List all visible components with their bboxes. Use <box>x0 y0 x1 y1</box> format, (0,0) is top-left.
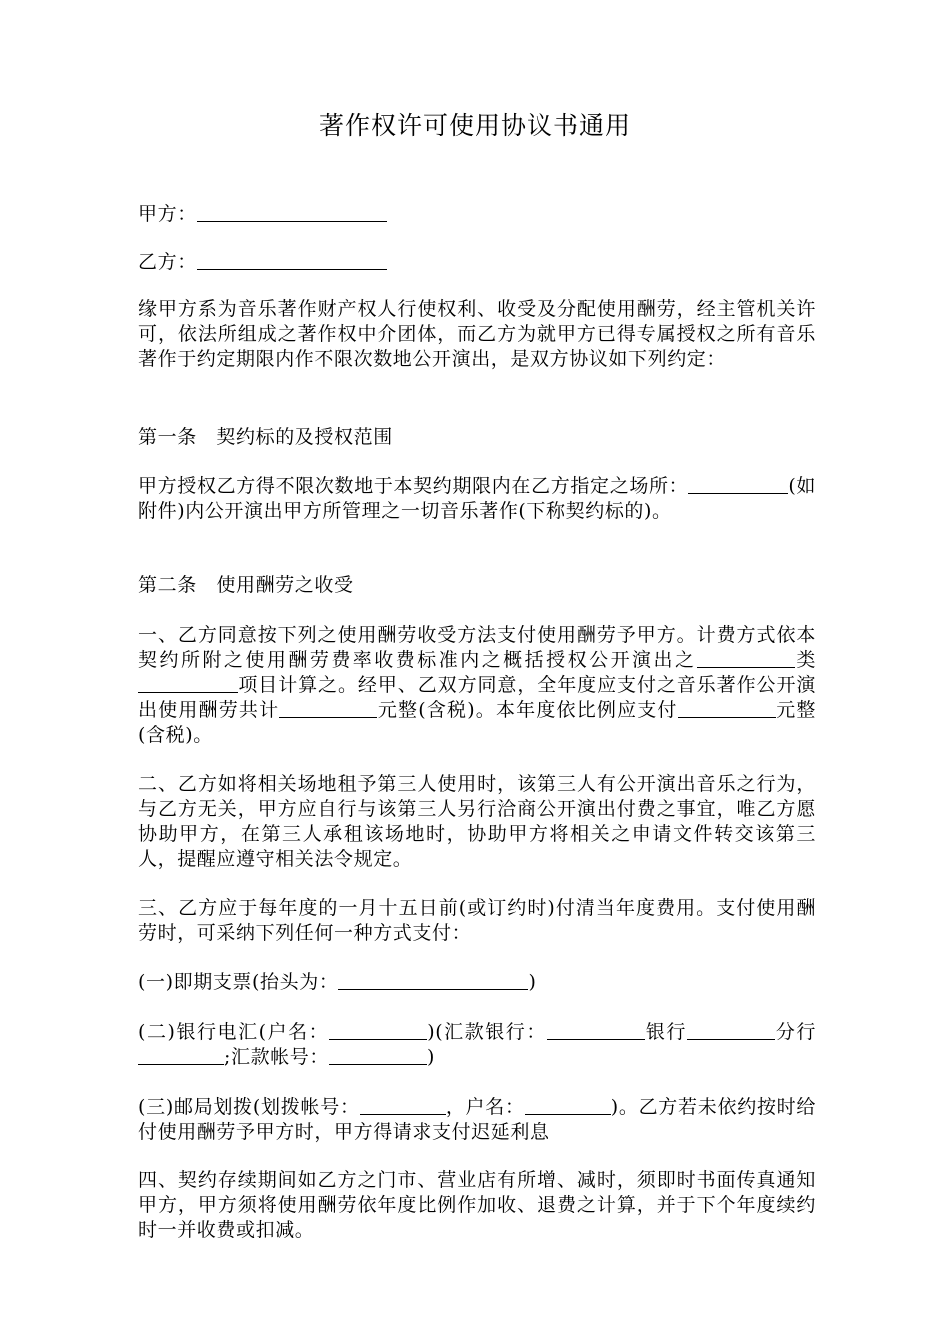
prorated-fee-blank <box>678 699 776 718</box>
branch-blank-a <box>687 1021 751 1040</box>
party-a-blank <box>197 203 387 222</box>
clause1-text-b: 类 <box>794 649 816 671</box>
payment-option-1 <box>138 970 816 995</box>
party-a-label: 甲方： <box>138 203 197 225</box>
clause1-text-a: 一、乙方同意按下列之使用酬劳收受方法支付使用酬劳予甲方。计费方式依本契约所附之使用酬劳费率收费标准内之概括授权公开演出之 <box>138 624 816 671</box>
clause1-text-e: 元整(含税)。 <box>138 699 816 746</box>
option2-text-e: ;汇款帐号： <box>224 1046 330 1068</box>
option2-text-c: 银行 <box>644 1021 687 1043</box>
account-name-blank <box>329 1021 427 1040</box>
option1-text-b: ) <box>528 971 537 993</box>
preamble-paragraph: 缘甲方系为音乐著作财产权人行使权利、收受及分配使用酬劳，经主管机关许可，依法所组成之著作权中介团体，而乙方为就甲方已得专属授权之所有音乐著作于约定期限内作不限次数地公开演出，是双方协议如下列约定： <box>138 298 816 370</box>
option2-text-f: ) <box>427 1046 436 1068</box>
party-b-blank <box>197 251 387 270</box>
payment-option-2 <box>138 1020 816 1070</box>
clause3-paragraph: 三、乙方应于每年度的一月十五日前(或订约时)付清当年度费用。支付使用酬劳时，可采纳下列任何一种方式支付： <box>138 897 816 944</box>
clause4-paragraph: 四、契约存续期间如乙方之门市、营业店有所增、减时，须即时书面传真通知甲方，甲方须将使用酬劳依年度比例作加收、退费之计算，并于下个年度续约时一并收费或扣减。 <box>138 1169 816 1241</box>
branch-name-blank <box>138 1046 224 1065</box>
payee-blank <box>338 971 528 990</box>
option1-text-a: (一)即期支票(抬头为： <box>138 971 339 993</box>
branch-blank-b <box>751 1021 775 1040</box>
annual-fee-blank <box>279 699 377 718</box>
option2-text-b: )(汇款银行： <box>427 1021 547 1043</box>
transfer-account-blank <box>360 1096 446 1115</box>
option2-text-d: 分行 <box>774 1021 817 1043</box>
venue-blank <box>688 475 788 494</box>
option2-text-a: (二)银行电汇(户名： <box>138 1021 330 1043</box>
clause1-text-c: 项目计算之。经甲、乙双方同意，全年度应支付之音乐著作公开演出使用酬劳共计 <box>138 674 816 721</box>
article1-paragraph <box>138 474 816 524</box>
document-title: 著作权许可使用协议书通用 <box>318 111 631 140</box>
option3-text-a: (三)邮局划拨(划拨帐号： <box>138 1096 360 1118</box>
item-blank <box>138 674 238 693</box>
clause1-paragraph <box>138 623 816 748</box>
article1-text-a: 甲方授权乙方得不限次数地于本契约期限内在乙方指定之场所： <box>138 475 689 497</box>
party-b-line <box>138 250 816 275</box>
payment-option-3 <box>138 1095 816 1145</box>
party-b-label: 乙方： <box>138 251 197 273</box>
clause1-text-d: 元整(含税)。本年度依比例应支付 <box>377 699 678 721</box>
party-a-line <box>138 202 816 227</box>
remit-account-blank <box>329 1046 427 1065</box>
category-blank <box>697 649 795 668</box>
option3-text-b: ，户名： <box>445 1096 525 1118</box>
article2-heading: 第二条 使用酬劳之收受 <box>138 574 354 596</box>
clause2-paragraph: 二、乙方如将相关场地租予第三人使用时，该第三人有公开演出音乐之行为，与乙方无关，甲方应自行与该第三人另行洽商公开演出付费之事宜，唯乙方愿协助甲方，在第三人承租该场地时，协助甲方将相关之申请文件转交该第三人，提醒应遵守相关法令规定。 <box>138 773 816 870</box>
article1-heading: 第一条 契约标的及授权范围 <box>138 426 393 448</box>
article1-text-b: (如附件)内公开演出甲方所管理之一切音乐著作(下称契约标的)。 <box>138 475 816 522</box>
transfer-name-blank <box>525 1096 611 1115</box>
bank-blank <box>547 1021 645 1040</box>
option3-text-c: )。乙方若未依约按时给付使用酬劳予甲方时，甲方得请求支付迟延利息 <box>138 1096 816 1143</box>
